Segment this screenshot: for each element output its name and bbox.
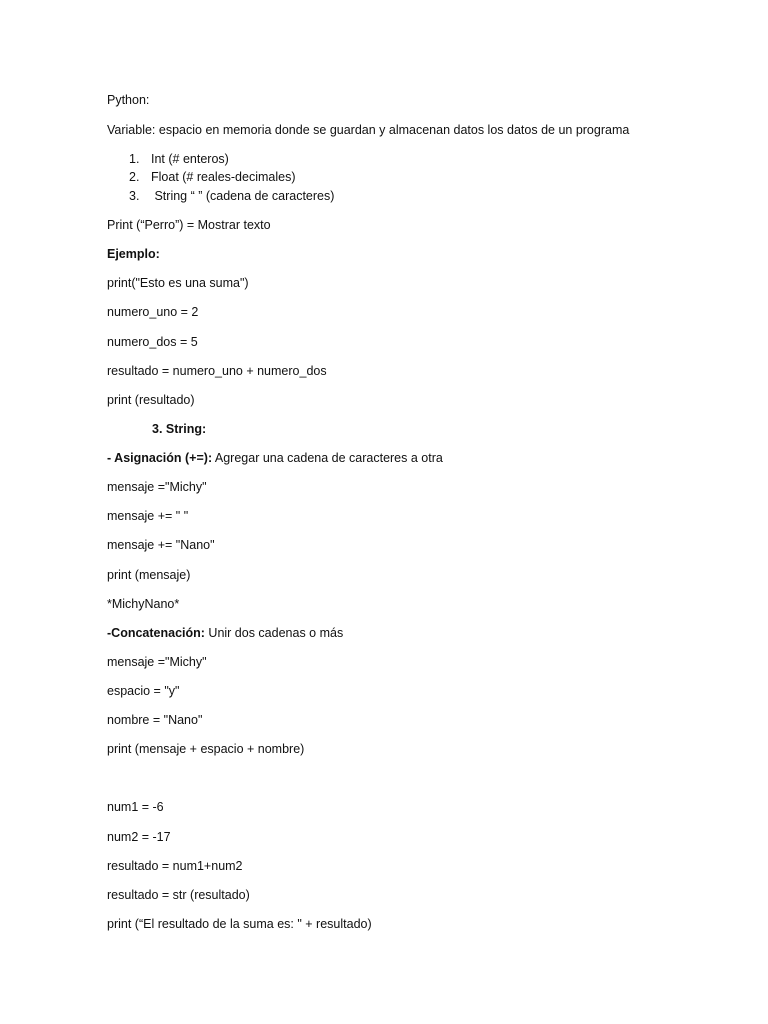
- example-heading-text: Ejemplo:: [107, 247, 160, 261]
- asignacion-label: - Asignación (+=):: [107, 451, 213, 465]
- code-line: nombre = "Nano": [107, 713, 203, 727]
- list-item: [129, 151, 229, 167]
- code-line: numero_dos = 5: [107, 335, 198, 349]
- code-line: resultado = numero_uno + numero_dos: [107, 364, 327, 378]
- list-item: [129, 169, 296, 185]
- list-item: [129, 188, 334, 204]
- example-heading: [107, 246, 160, 262]
- code-line: mensaje ="Michy": [107, 655, 207, 669]
- doc-title: Python:: [107, 93, 150, 107]
- print-definition: Print (“Perro”) = Mostrar texto: [107, 218, 271, 232]
- code-line: num2 = -17: [107, 830, 171, 844]
- string-heading: 3. String:: [152, 422, 207, 436]
- list-item-text: String “ ” (cadena de caracteres): [151, 189, 335, 203]
- code-line: print (resultado): [107, 393, 195, 407]
- code-line: resultado = str (resultado): [107, 888, 250, 902]
- concat-text: Unir dos cadenas o más: [204, 626, 344, 640]
- concatenacion-paragraph: [107, 625, 343, 641]
- code-line: numero_uno = 2: [107, 305, 199, 319]
- code-line: print (mensaje + espacio + nombre): [107, 742, 305, 756]
- code-line: print("Esto es una suma"): [107, 276, 249, 290]
- list-marker: 2.: [129, 170, 140, 184]
- concat-label: -Concatenación:: [107, 626, 205, 640]
- list-marker: 3.: [129, 189, 140, 203]
- code-line: mensaje += " ": [107, 509, 189, 523]
- code-line: espacio = "y": [107, 684, 180, 698]
- code-line: print (mensaje): [107, 568, 191, 582]
- code-line: num1 = -6: [107, 800, 164, 814]
- variable-definition: Variable: espacio en memoria donde se guardan y almacenan datos los datos de un programa: [107, 123, 630, 137]
- asignacion-text: Agregar una cadena de caracteres a otra: [212, 451, 443, 465]
- list-item-text: Int (# enteros): [151, 152, 229, 166]
- output-line: *MichyNano*: [107, 597, 180, 611]
- code-line: print (“El resultado de la suma es: " + resultado): [107, 917, 372, 931]
- list-item-text: Float (# reales-decimales): [151, 170, 296, 184]
- code-line: mensaje += "Nano": [107, 538, 215, 552]
- list-marker: 1.: [129, 152, 140, 166]
- code-line: resultado = num1+num2: [107, 859, 243, 873]
- code-line: mensaje ="Michy": [107, 480, 207, 494]
- asignacion-paragraph: [107, 450, 443, 466]
